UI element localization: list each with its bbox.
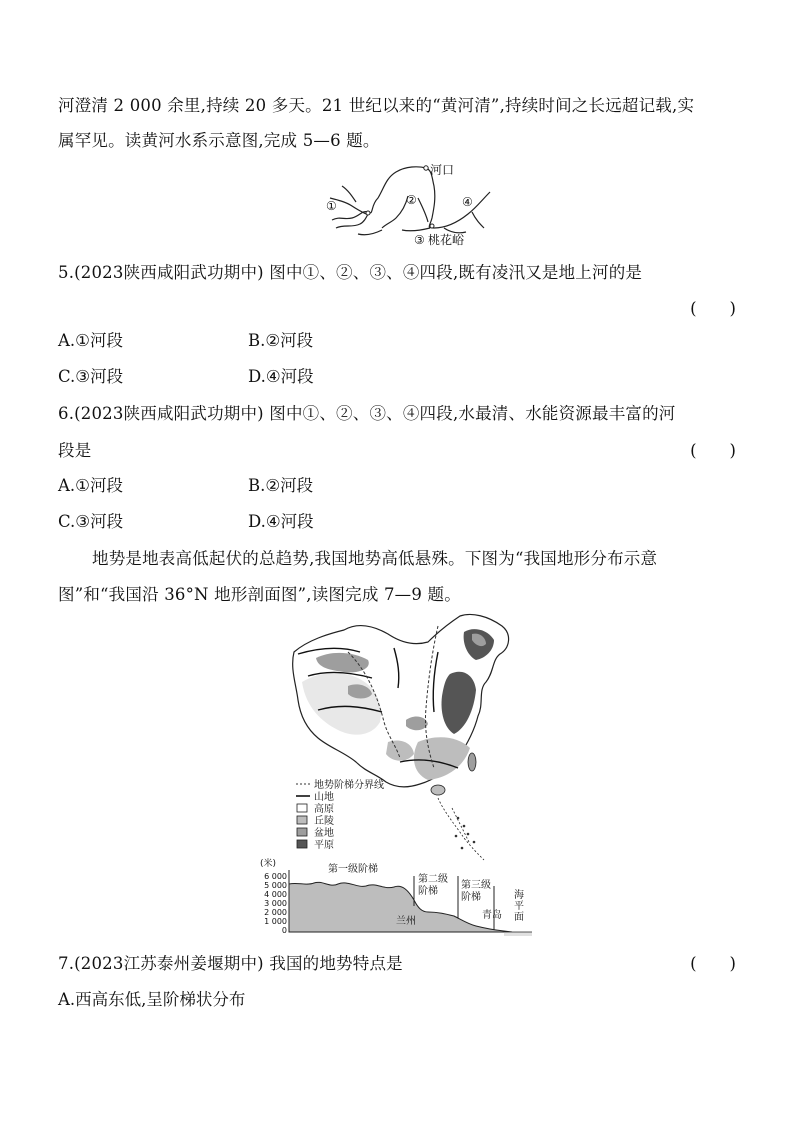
q7-stem: 7.(2023江苏泰州姜堰期中) 我国的地势特点是	[58, 954, 403, 973]
q6-stem-line-1: 6.(2023陕西咸阳武功期中) 图中①、②、③、④四段,水最清、水能资源最丰富的河	[58, 404, 676, 423]
profile-lanzhou: 兰州	[396, 916, 416, 927]
profile-unit: (米)	[260, 859, 277, 869]
intro2-line-2: 图”和“我国沿 36°N 地形剖面图”,读图完成 7—9 题。	[58, 585, 461, 604]
segment-3-label: ③	[414, 233, 425, 247]
profile-sea-1: 海	[514, 890, 524, 901]
ytick-0: 0	[281, 926, 287, 935]
q6-answer-paren: ( )	[690, 441, 736, 460]
q5-option-a[interactable]: A.①河段	[58, 331, 123, 350]
q5-option-c[interactable]: C.③河段	[58, 367, 124, 386]
terrain-legend	[294, 776, 424, 856]
profile-qingdao: 青岛	[482, 910, 502, 921]
profile-step2-line1: 第二级	[418, 874, 448, 885]
taohuayu-label: 桃花峪	[428, 233, 465, 247]
legend-step-boundary: 地势阶梯分界线	[314, 780, 384, 791]
q5-stem: 5.(2023陕西咸阳武功期中) 图中①、②、③、④四段,既有凌汛又是地上河的是	[58, 263, 643, 282]
profile-sea-2: 平	[514, 901, 524, 912]
q6-option-b[interactable]: B.②河段	[248, 476, 314, 495]
segment-1-label: ①	[326, 199, 337, 213]
q6-option-c[interactable]: C.③河段	[58, 512, 124, 531]
profile-step3-line2: 阶梯	[461, 892, 481, 903]
q6-option-d[interactable]: D.④河段	[248, 512, 314, 531]
q7-option-a[interactable]: A.西高东低,呈阶梯状分布	[58, 990, 246, 1009]
legend-plain: 平原	[314, 840, 334, 851]
segment-2-label: ②	[406, 193, 417, 207]
ytick-4000: 4 000	[264, 890, 287, 899]
legend-mountain: 山地	[314, 792, 334, 803]
q7-answer-paren: ( )	[690, 954, 736, 973]
yellow-river-map	[322, 158, 494, 248]
segment-4-label: ④	[462, 195, 473, 209]
ytick-6000: 6 000	[264, 872, 287, 881]
intro2-line-1: 地势是地表高低起伏的总趋势,我国地势高低悬殊。下图为“我国地形分布示意	[92, 549, 658, 568]
intro-line-1: 河澄清 2 000 余里,持续 20 多天。21 世纪以来的“黄河清”,持续时间之长远超记载,实	[58, 96, 695, 115]
profile-step1: 第一级阶梯	[328, 864, 378, 875]
legend-basin: 盆地	[314, 828, 334, 839]
profile-sea-3: 面	[514, 912, 524, 923]
q5-answer-paren: ( )	[690, 299, 736, 318]
terrain-profile-36n	[258, 856, 532, 940]
hekou-label: 河口	[430, 163, 455, 177]
legend-plateau: 高原	[314, 804, 334, 815]
legend-hills: 丘陵	[314, 816, 334, 827]
profile-step2-line2: 阶梯	[418, 886, 438, 897]
q6-option-a[interactable]: A.①河段	[58, 476, 123, 495]
ytick-1000: 1 000	[264, 917, 287, 926]
ytick-3000: 3 000	[264, 899, 287, 908]
ytick-2000: 2 000	[264, 908, 287, 917]
ytick-5000: 5 000	[264, 881, 287, 890]
q5-option-b[interactable]: B.②河段	[248, 331, 314, 350]
q6-stem-line-2: 段是	[58, 441, 92, 460]
profile-step3-line1: 第三级	[461, 880, 491, 891]
intro-line-2: 属罕见。读黄河水系示意图,完成 5—6 题。	[58, 131, 380, 150]
q5-option-d[interactable]: D.④河段	[248, 367, 314, 386]
